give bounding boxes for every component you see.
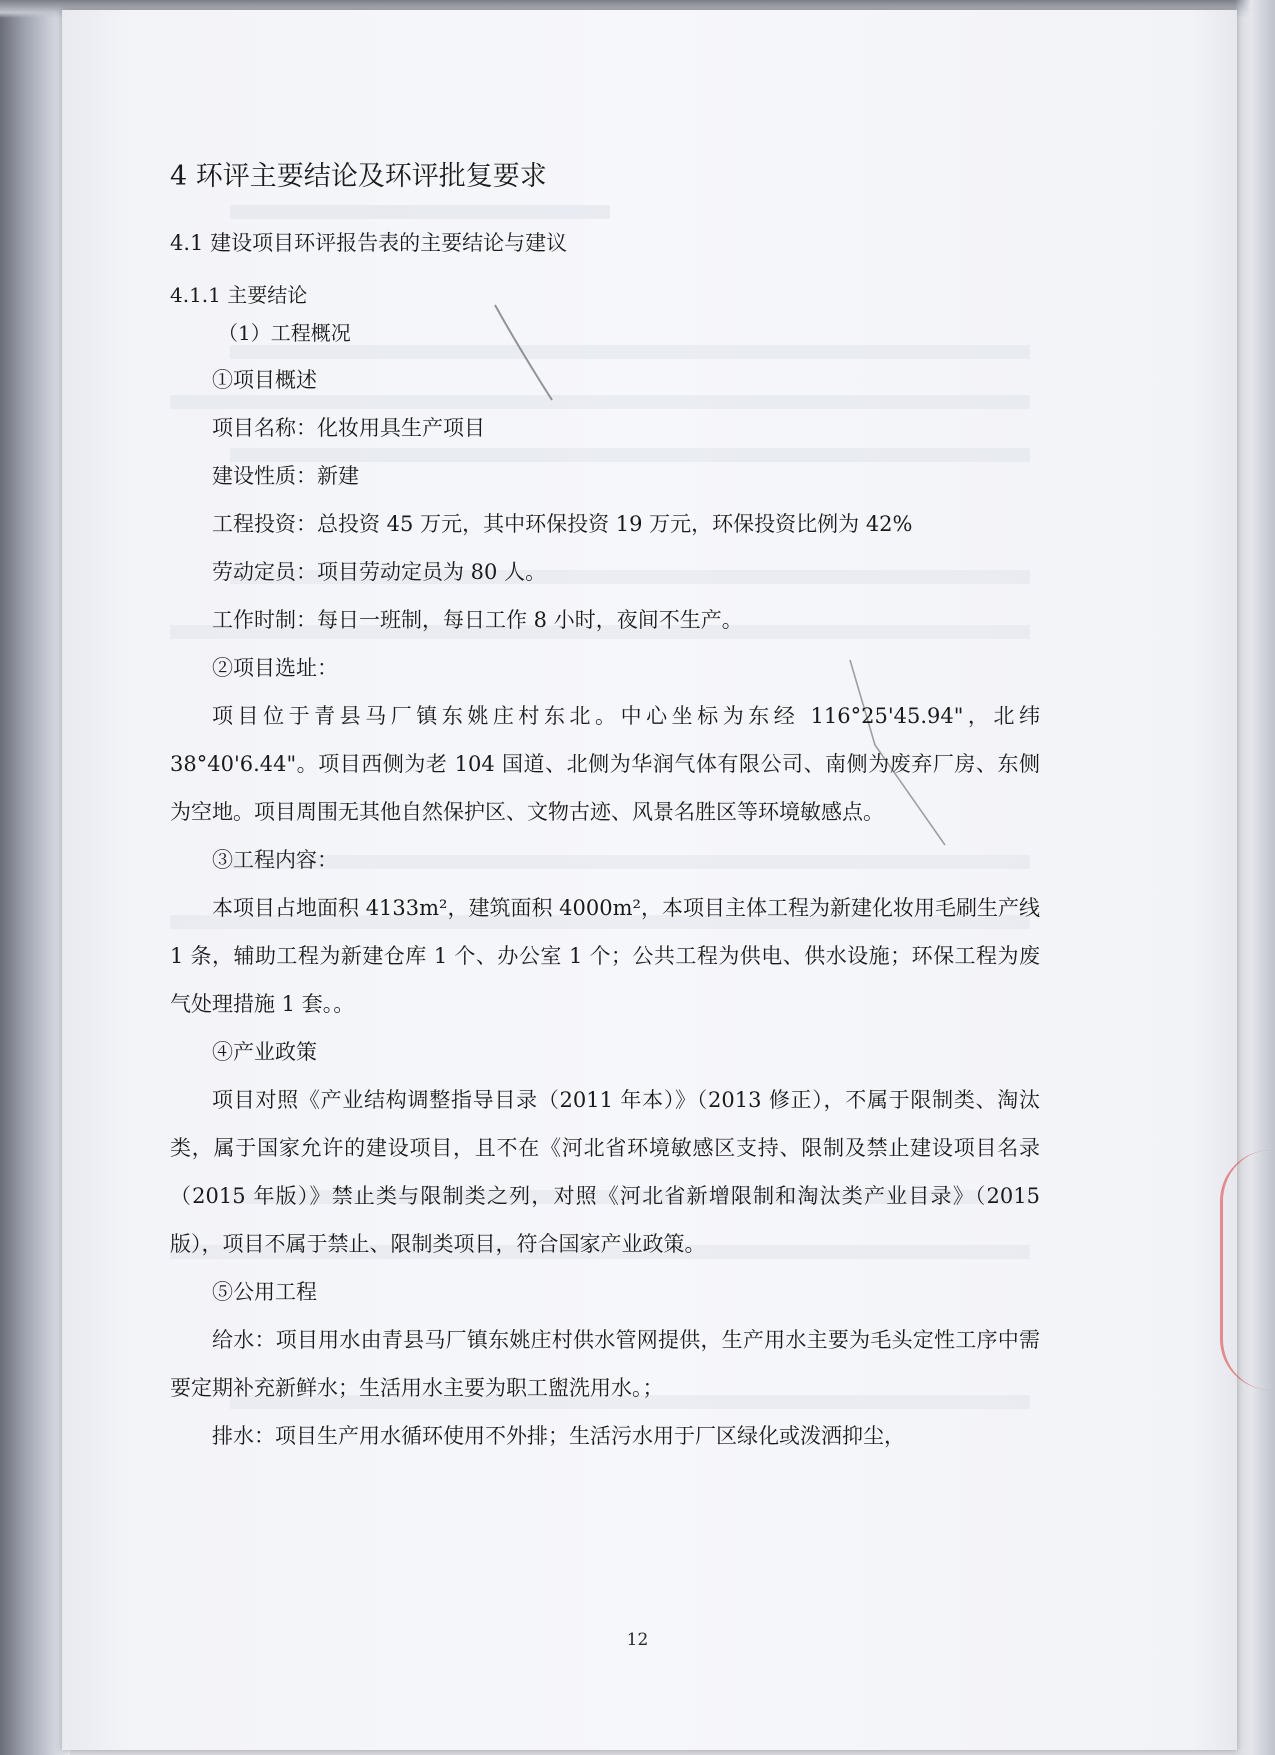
paragraph: 排水：项目生产用水循环使用不外排；生活污水用于厂区绿化或泼洒抑尘， [212, 1424, 905, 1448]
paragraph: 给水：项目用水由青县马厂镇东姚庄村供水管网提供，生产用水主要为毛头定性工序中需要定期补充新鲜水；生活用水主要为职工盥洗用水。； [170, 1328, 1040, 1400]
paragraph: ③工程内容： [212, 848, 338, 872]
paragraph: 建设性质：新建 [212, 464, 359, 488]
document-content [170, 158, 1040, 1460]
paragraph: 项目名称：化妆用具生产项目 [212, 416, 485, 440]
paragraph: ⑤公用工程 [212, 1280, 317, 1304]
item-heading: （1）工程概况 [218, 321, 351, 345]
paragraph: 项目对照《产业结构调整指导目录（2011 年本）》（2013 修正），不属于限制类、淘汰类，属于国家允许的建设项目，且不在《河北省环境敏感区支持、限制及禁止建设项目名录（2015 年版）》禁止类与限制类之列，对照《河北省新增限制和淘汰类产业目录》（2015 版），项目不属于禁止、限制类项目，符合国家产业政策。 [170, 1088, 1040, 1256]
section-title: 4.1 建设项目环评报告表的主要结论与建议 [170, 231, 568, 255]
chapter-title: 4 环评主要结论及环评批复要求 [170, 161, 547, 192]
paragraph: 工作时制：每日一班制，每日工作 8 小时，夜间不生产。 [212, 608, 743, 632]
paragraph: 劳动定员：项目劳动定员为 80 人。 [212, 560, 547, 584]
paragraph: 工程投资：总投资 45 万元，其中环保投资 19 万元，环保投资比例为 42% [212, 512, 913, 536]
paragraph: 项目位于青县马厂镇东姚庄村东北。中心坐标为东经 116°25'45.94"，北纬 38°40'6.44"。项目西侧为老 104 国道、北侧为华润气体有限公司、南侧为废弃厂房、东侧为空地。项目周围无其他自然保护区、文物古迹、风景名胜区等环境敏感点。 [170, 704, 1040, 824]
scan-shadow-right [1235, 0, 1275, 1755]
page-number: 12 [626, 1630, 649, 1650]
subsection-title: 4.1.1 主要结论 [170, 283, 308, 307]
paragraph: ②项目选址： [212, 656, 338, 680]
paragraph: ④产业政策 [212, 1040, 317, 1064]
paragraph: 本项目占地面积 4133m²，建筑面积 4000m²，本项目主体工程为新建化妆用毛刷生产线 1 条，辅助工程为新建仓库 1 个、办公室 1 个；公共工程为供电、供水设施；环保工程为废气处理措施 1 套。。 [170, 896, 1040, 1016]
paragraph: ①项目概述 [212, 368, 317, 392]
scan-shadow-left [0, 0, 70, 1755]
red-seal-stamp-edge [1220, 1150, 1271, 1390]
